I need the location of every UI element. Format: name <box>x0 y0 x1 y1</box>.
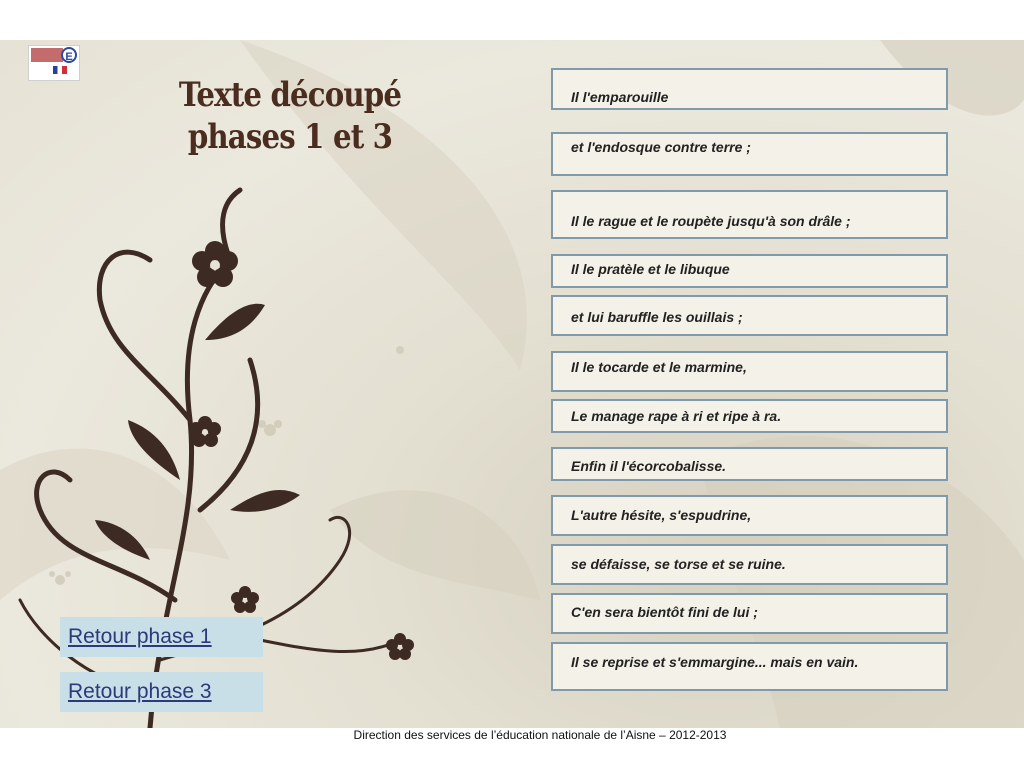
retour-phase-1-link[interactable]: Retour phase 1 <box>60 617 263 657</box>
retour-phase-3-link[interactable]: Retour phase 3 <box>60 672 263 712</box>
verse-box[interactable]: Enfin il l'écorcobalisse. <box>551 447 948 481</box>
verse-box[interactable]: Il le rague et le roupète jusqu'à son drâle ; <box>551 190 948 239</box>
logo-letter: E <box>61 47 77 63</box>
verse-box[interactable]: Il le pratèle et le libuque <box>551 254 948 288</box>
verse-box[interactable]: Le manage rape à ri et ripe à ra. <box>551 399 948 433</box>
verse-box[interactable]: Il le tocarde et le marmine, <box>551 351 948 392</box>
verse-box[interactable]: L'autre hésite, s'espudrine, <box>551 495 948 536</box>
slide-title <box>161 74 419 158</box>
verse-box[interactable]: et l'endosque contre terre ; <box>551 132 948 176</box>
title-line-1: Texte découpé <box>178 75 402 115</box>
logo-wordmark <box>31 48 63 62</box>
title-line-2: phases 1 et 3 <box>187 117 393 157</box>
french-flag-icon <box>53 66 67 74</box>
verse-box[interactable]: Il se reprise et s'emmargine... mais en vain. <box>551 642 948 691</box>
verse-box[interactable]: se défaisse, se torse et se ruine. <box>551 544 948 585</box>
verse-box[interactable]: Il l'emparouille <box>551 68 948 110</box>
verse-box[interactable]: et lui baruffle les ouillais ; <box>551 295 948 336</box>
academy-logo-icon <box>28 45 80 81</box>
footer-credit: Direction des services de l’éducation nationale de l’Aisne – 2012-2013 <box>353 728 727 742</box>
verse-box[interactable]: C'en sera bientôt fini de lui ; <box>551 593 948 634</box>
